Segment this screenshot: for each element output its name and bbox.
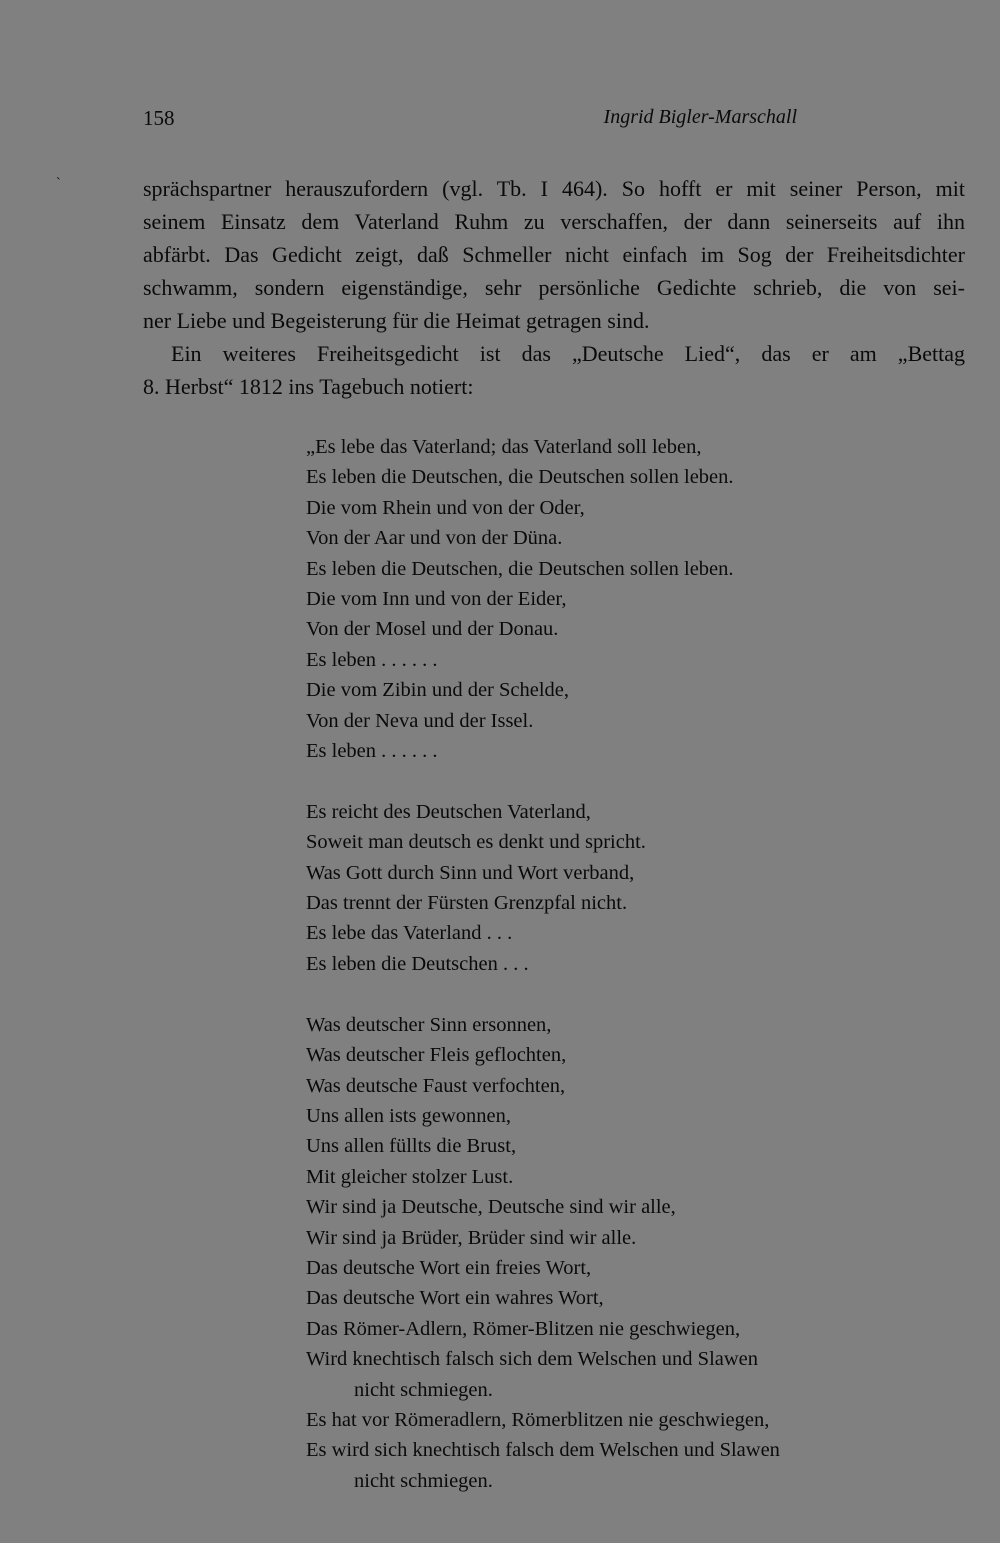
poem-line: Es leben . . . . . .: [306, 740, 438, 763]
paragraph-line: Ein weiteres Freiheitsgedicht ist das „Deutsche Lied“, das er am „Bettag: [171, 341, 965, 366]
body-text: [143, 172, 965, 403]
poem-line: Was deutscher Sinn ersonnen,: [306, 1013, 552, 1036]
paragraph-2: [143, 337, 965, 403]
poem-line: Es hat vor Römeradlern, Römerblitzen nie geschwiegen,: [306, 1408, 770, 1431]
poem-line: Was deutscher Fleis geflochten,: [306, 1044, 567, 1067]
poem-line: Was Gott durch Sinn und Wort verband,: [306, 861, 635, 884]
poem-line: Es reicht des Deutschen Vaterland,: [306, 800, 591, 823]
paragraph-line: sprächspartner herauszufordern (vgl. Tb. I 464). So hofft er mit seiner Person, mit: [143, 176, 965, 201]
paragraph-1: [143, 172, 965, 337]
poem-line: Von der Aar und von der Düna.: [306, 527, 563, 550]
poem-line: Soweit man deutsch es denkt und spricht.: [306, 831, 646, 854]
paragraph-line: seinem Einsatz dem Vaterland Ruhm zu verschaffen, der dann seinerseits auf ihn: [143, 209, 965, 234]
poem-line: Es leben die Deutschen, die Deutschen sollen leben.: [306, 557, 734, 580]
poem-line: Es lebe das Vaterland . . .: [306, 922, 513, 945]
poem-line: Das deutsche Wort ein wahres Wort,: [306, 1287, 604, 1310]
poem-line: Wird knechtisch falsch sich dem Welschen und Slawen: [306, 1348, 759, 1371]
poem-line: Uns allen ists gewonnen,: [306, 1104, 511, 1127]
paragraph-line: 8. Herbst“ 1812 ins Tagebuch notiert:: [143, 374, 474, 399]
poem-deutsches-lied: [306, 432, 926, 1496]
poem-line: Es wird sich knechtisch falsch dem Welschen und Slawen: [306, 1439, 780, 1462]
poem-line: Die vom Inn und von der Eider,: [306, 588, 567, 611]
paragraph-line: abfärbt. Das Gedicht zeigt, daß Schmeller nicht einfach im Sog der Freiheitsdichter: [143, 242, 965, 267]
paragraph-line: ner Liebe und Begeisterung für die Heimat getragen sind.: [143, 308, 650, 333]
poem-line: Von der Mosel und der Donau.: [306, 618, 559, 641]
poem-line-continuation: nicht schmiegen.: [354, 1469, 493, 1492]
poem-line: Die vom Rhein und von der Oder,: [306, 496, 585, 519]
paragraph-line: schwamm, sondern eigenständige, sehr persönliche Gedichte schrieb, die von sei-: [143, 275, 965, 300]
margin-mark: `: [56, 176, 61, 191]
page-header: [143, 106, 965, 136]
poem-stanza-2: [306, 797, 926, 979]
poem-line: Mit gleicher stolzer Lust.: [306, 1165, 514, 1188]
poem-line: Die vom Zibin und der Schelde,: [306, 679, 570, 702]
page-number: 158: [143, 106, 175, 130]
poem-line: Das Römer-Adlern, Römer-Blitzen nie geschwiegen,: [306, 1317, 741, 1340]
stanza-gap: [306, 766, 926, 796]
poem-line: Es leben die Deutschen . . .: [306, 952, 529, 975]
poem-line: Das deutsche Wort ein freies Wort,: [306, 1256, 592, 1279]
poem-line: Wir sind ja Brüder, Brüder sind wir alle.: [306, 1226, 637, 1249]
poem-line: „Es lebe das Vaterland; das Vaterland soll leben,: [306, 436, 702, 458]
poem-line: Wir sind ja Deutsche, Deutsche sind wir alle,: [306, 1196, 676, 1219]
stanza-gap: [306, 979, 926, 1009]
poem-line: Es leben . . . . . .: [306, 648, 438, 671]
poem-line: Uns allen füllts die Brust,: [306, 1135, 517, 1158]
poem-stanza-3: [306, 1010, 926, 1497]
poem-line: Von der Neva und der Issel.: [306, 709, 534, 732]
running-head: Ingrid Bigler-Marschall: [603, 106, 797, 128]
poem-stanza-1: [306, 432, 926, 766]
poem-line: Was deutsche Faust verfochten,: [306, 1074, 566, 1097]
poem-line-continuation: nicht schmiegen.: [354, 1378, 493, 1401]
poem-line: Es leben die Deutschen, die Deutschen sollen leben.: [306, 466, 734, 489]
poem-line: Das trennt der Fürsten Grenzpfal nicht.: [306, 892, 628, 915]
